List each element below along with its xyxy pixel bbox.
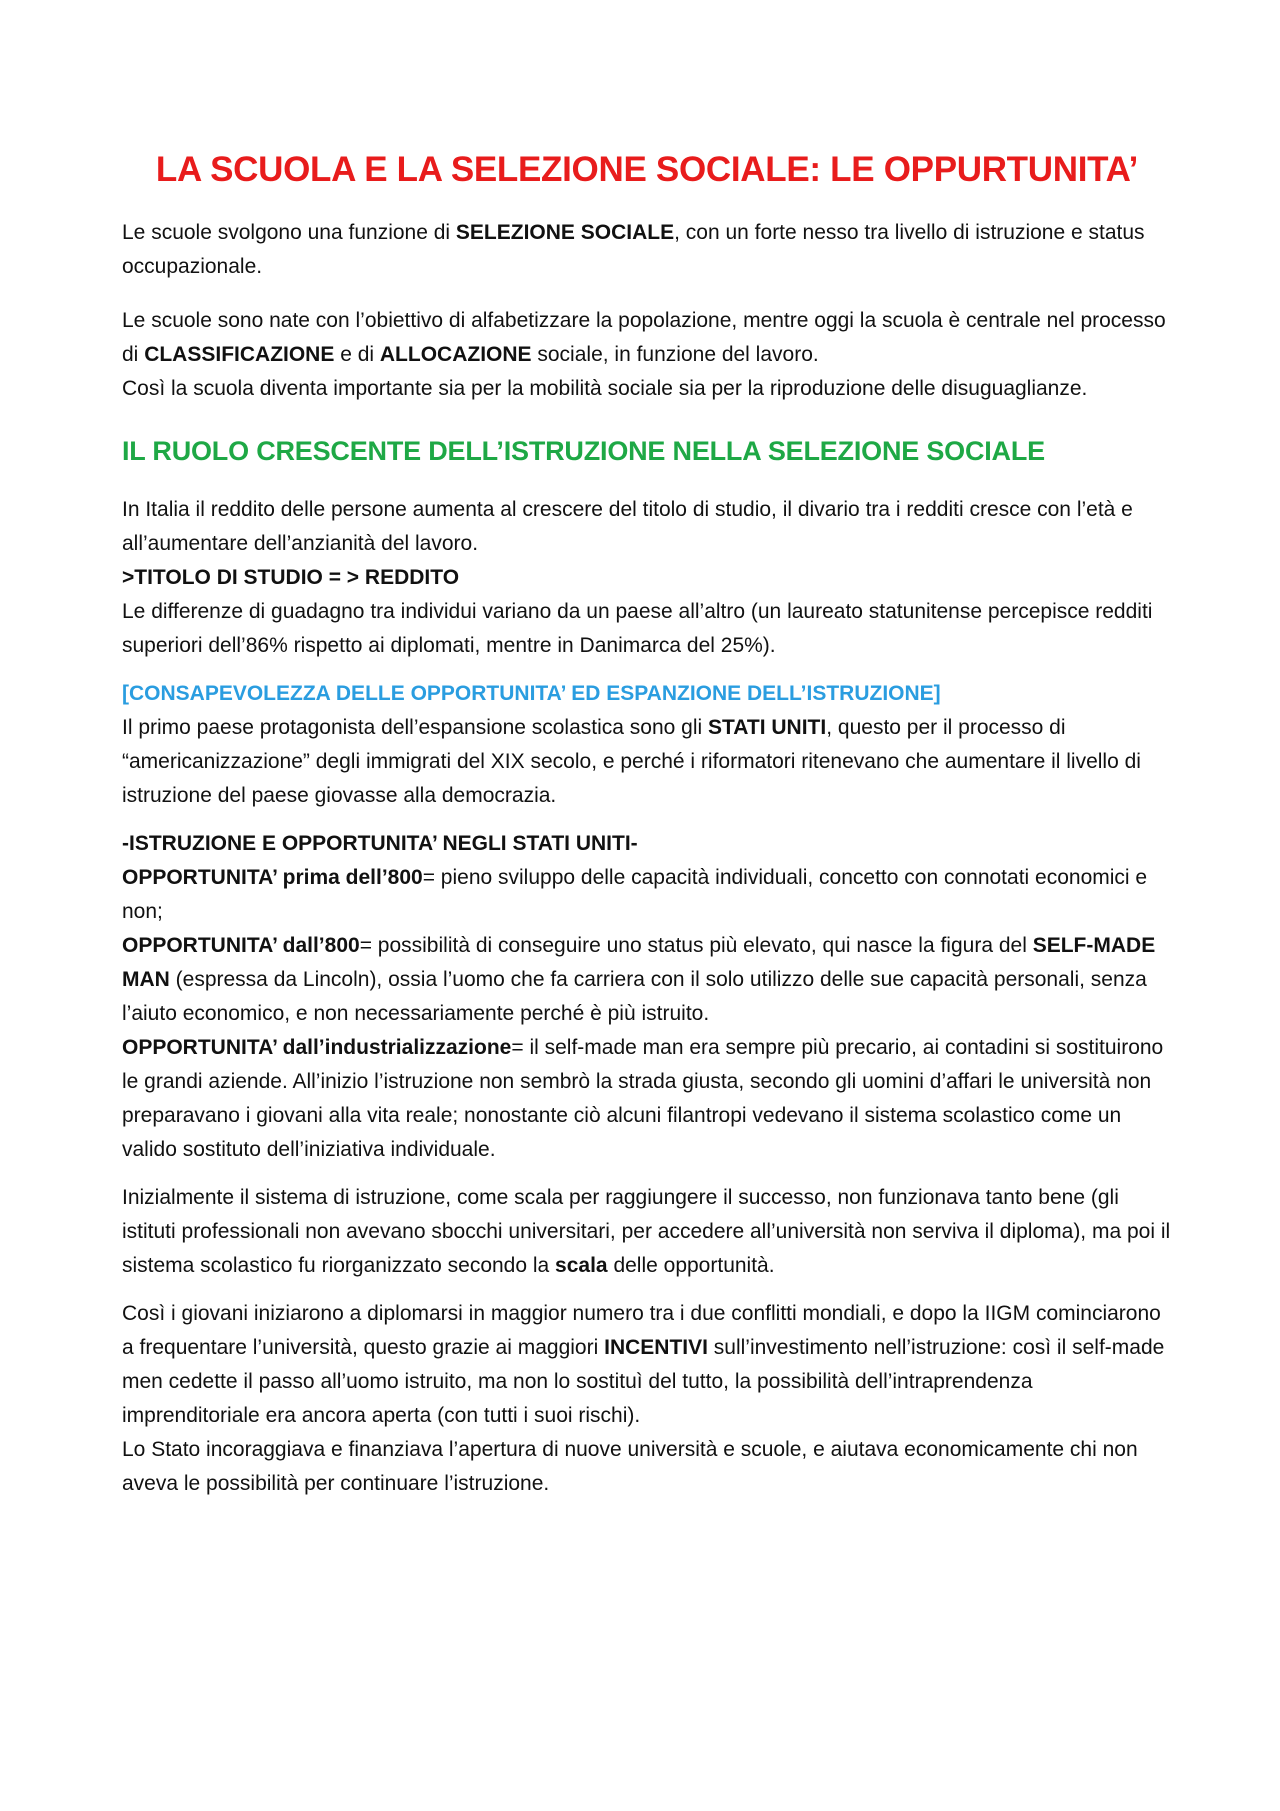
text: Così i giovani iniziarono a diplomarsi in maggior numero tra i due conflitti mondiali, e dopo la IIGM cominciarono a frequentare l’università, questo grazie ai maggiori: [122, 1302, 1161, 1359]
bold-term: SELEZIONE SOCIALE: [455, 221, 675, 244]
bold-term: CLASSIFICAZIONE: [144, 343, 335, 366]
document-title: LA SCUOLA E LA SELEZIONE SOCIALE: LE OPPURTUNITA’: [155, 150, 1139, 189]
bold-term: OPPORTUNITA’ dall’800: [122, 934, 360, 957]
paragraph-opportunity: [122, 827, 1172, 1167]
bold-term: ALLOCAZIONE: [379, 343, 532, 366]
text: = possibilità di conseguire uno status più elevato, qui nasce la figura del: [359, 934, 1033, 957]
text: (espressa da Lincoln), ossia l’uomo che fa carriera con il solo utilizzo delle sue capacità personali, senza l’aiuto economico, e non necessariamente perché è più istruito.: [122, 968, 1147, 1025]
text: sociale, in funzione del lavoro.: [531, 343, 819, 366]
paragraph-usa: [122, 711, 1172, 813]
text: Le scuole svolgono una funzione di: [122, 221, 456, 244]
paragraph-incentives: [122, 1297, 1172, 1501]
paragraph-income: [122, 493, 1172, 663]
text: Le differenze di guadagno tra individui variano da un paese all’altro (un laureato statunitense percepisce redditi superiori dell’86% rispetto ai diplomati, mentre in Danimarca del 25%).: [122, 600, 1153, 657]
paragraph-origins: [122, 304, 1172, 406]
text: Inizialmente il sistema di istruzione, come scala per raggiungere il successo, non funzionava tanto bene (gli istituti professionali non avevano sbocchi universitari, per accedere all’università non serviva il diploma), ma poi il sistema scolastico fu riorganizzato secondo la: [122, 1186, 1171, 1277]
document-page: [122, 150, 1172, 1501]
text: e di: [334, 343, 380, 366]
text: Così la scuola diventa importante sia per la mobilità sociale sia per la riproduzione delle disuguaglianze.: [122, 377, 1088, 400]
paragraph-intro: [122, 216, 1172, 284]
text: = il self-made man era sempre più precario, ai contadini si sostituirono le grandi aziende. All’inizio l’istruzione non sembrò la strada giusta, secondo gli uomini d’affari le università non preparavano i giovani alla vita reale; nonostante ciò alcuni filantropi vedevano il sistema scolastico come un valido sostituto dell’iniziativa individuale.: [122, 1036, 1164, 1161]
section-heading: IL RUOLO CRESCENTE DELL’ISTRUZIONE NELLA SELEZIONE SOCIALE: [122, 436, 1045, 466]
bold-term: scala: [555, 1254, 608, 1277]
text: Il primo paese protagonista dell’espansione scolastica sono gli: [122, 716, 709, 739]
bold-term: OPPORTUNITA’ dall’industrializzazione: [122, 1036, 512, 1059]
bold-term: INCENTIVI: [604, 1336, 708, 1359]
bold-formula: >TITOLO DI STUDIO = > REDDITO: [122, 566, 460, 589]
bold-heading: -ISTRUZIONE E OPPORTUNITA’ NEGLI STATI UNITI-: [122, 832, 638, 855]
bold-term: OPPORTUNITA’ prima dell’800: [122, 866, 423, 889]
text: In Italia il reddito delle persone aumenta al crescere del titolo di studio, il divario tra i redditi cresce con l’età e all’aumentare dell’anzianità del lavoro.: [122, 498, 1133, 555]
text: = pieno sviluppo delle capacità individuali, concetto con connotati economici e non;: [122, 866, 1148, 923]
text: Lo Stato incoraggiava e finanziava l’apertura di nuove università e scuole, e aiutava economicamente chi non aveva le possibilità per continuare l’istruzione.: [122, 1438, 1138, 1495]
text: delle opportunità.: [607, 1254, 775, 1277]
bold-term: STATI UNITI: [708, 716, 827, 739]
paragraph-ladder: [122, 1181, 1172, 1283]
bold-term: SELF-MADE MAN: [122, 934, 1156, 991]
text: , con un forte nesso tra livello di istruzione e status occupazionale.: [122, 221, 1145, 278]
text: sull’investimento nell’istruzione: così il self-made men cedette il passo all’uomo istruito, ma non lo sostituì del tutto, la possibilità dell’intraprendenza imprenditoriale era ancora aperta (con tutti i suoi rischi).: [122, 1336, 1165, 1427]
text: , questo per il processo di “americanizzazione” degli immigrati del XIX secolo, e perché i riformatori ritenevano che aumentare il livello di istruzione del paese giovasse alla democrazia.: [122, 716, 1141, 807]
text: Le scuole sono nate con l’obiettivo di alfabetizzare la popolazione, mentre oggi la scuola è centrale nel processo di: [122, 309, 1166, 366]
subsection-heading: [CONSAPEVOLEZZA DELLE OPPORTUNITA’ ED ESPANZIONE DELL’ISTRUZIONE]: [122, 682, 941, 705]
